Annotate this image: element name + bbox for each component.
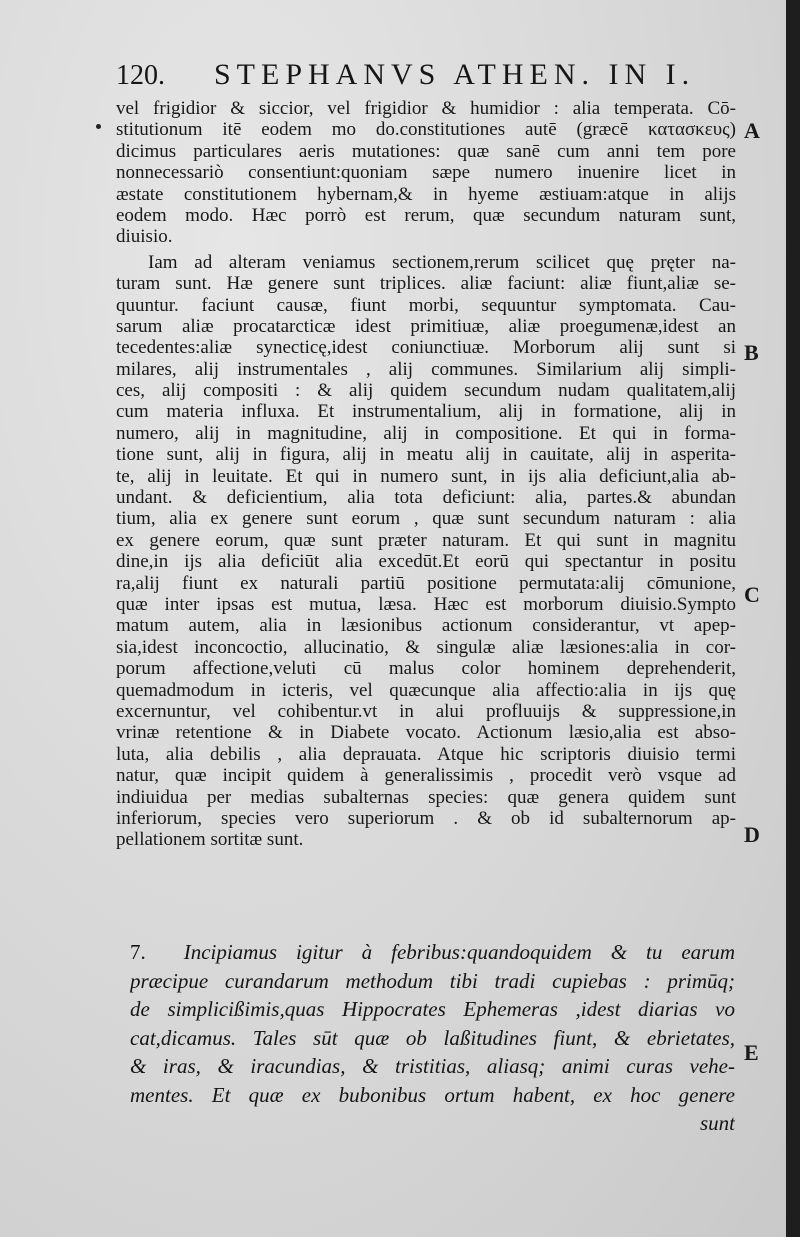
text-line: nonnecessariò consentiunt:quoniam sæpe numero inuenire licet in xyxy=(116,162,736,184)
section-7 xyxy=(130,938,735,1138)
text-line: cat,dicamus. Tales sūt quæ ob laßitudines fiunt, & ebrietates, xyxy=(130,1025,735,1050)
text-line: eodem modo. Hæc porrò est rerum, quæ secundum naturam sunt, xyxy=(116,204,736,226)
section-line-text: Incipiamus igitur à febribus:quandoquidem & tu earum xyxy=(183,940,735,964)
text-line: quuntur. faciunt causæ, fiunt morbi, sequuntur symptomata. Cau- xyxy=(116,294,736,316)
section-number: 7. xyxy=(130,940,146,964)
margin-letter-b: B xyxy=(744,340,759,365)
text-line: ra,alij fiunt ex naturali partiū positione permutata:alij cōmunione, xyxy=(116,572,736,594)
catchword: sunt xyxy=(699,1111,735,1135)
text-line: pellationem sortitæ sunt. xyxy=(116,829,304,851)
text-line: quemadmodum in icteris, vel quæcunque alia affectio:alia in ijs quę xyxy=(116,679,736,701)
text-line: natur, quæ incipit quidem à generalissimis , procedit verò vsque ad xyxy=(116,765,736,787)
text-line: turam sunt. Hæ genere sunt triplices. aliæ faciunt: aliæ fiunt,aliæ se- xyxy=(116,273,736,295)
margin-letter-c: C xyxy=(744,582,760,607)
text-line: vrinæ retentione & in Diabete vocato. Actionum læsio,alia est abso- xyxy=(116,722,736,744)
text-line: dine,in ijs alia deficiūt alia excedūt.Et eorū qui spectantur in positu xyxy=(116,551,736,573)
text-line: ces, alij compositi : & alij quidem secundum nudam qualitatem,alij xyxy=(116,380,736,402)
running-title: STEPHANVS ATHEN. IN I. xyxy=(214,58,696,91)
text-line: cum materia influxa. Et instrumentalium, alij in formatione, alij in xyxy=(116,401,736,423)
text-line: vel frigidior & siccior, vel frigidior & humidior : alia temperata. Cō- xyxy=(116,98,736,119)
text-line: tione sunt, alij in figura, alij in meatu alij in cauitate, alij in asperita- xyxy=(116,444,736,466)
text-line xyxy=(130,938,735,967)
margin-letter-a: A xyxy=(744,118,760,143)
text-line: Iam ad alteram veniamus sectionem,rerum scilicet quę pręter na- xyxy=(148,251,736,273)
page-edge-shadow xyxy=(786,0,800,1237)
margin-letter-e: E xyxy=(744,1040,759,1065)
text-line: de simplicißimis,quas Hippocrates Ephemeras ,idest diarias vo xyxy=(130,997,735,1021)
text-line: ex genere eorum, quæ sunt præter naturam. Et qui sunt in magnitu xyxy=(116,529,736,551)
text-line: tium, alia ex genere sunt eorum , quæ sunt secundum naturam : alia xyxy=(116,508,736,530)
text-line: excernuntur, vel cohibentur.vt in alui profluuijs & suppressione,in xyxy=(116,700,736,722)
text-line: te, alij in leuitate. Et qui in numero sunt, in ijs alia deficiunt,alia ab- xyxy=(116,465,736,487)
paragraph-1 xyxy=(116,98,736,248)
text-line: dicimus particulares aeris mutationes: quæ sanē cum anni tem pore xyxy=(116,140,736,162)
text-line: numero, alij in magnitudine, alij in compositione. Et qui in forma- xyxy=(116,422,736,444)
page-number: 120. xyxy=(116,60,165,91)
text-line: & iras, & iracundias, & tristitias, aliasq; animi curas vehe- xyxy=(130,1054,735,1078)
text-line: luta, alia debilis , alia deprauata. Atque hic scriptoris diuisio termi xyxy=(116,743,736,765)
margin-letter-d: D xyxy=(744,822,760,847)
page-header xyxy=(116,58,736,98)
text-line: sarum aliæ procatarcticæ idest primitiuæ, aliæ proegumenæ,idest an xyxy=(116,315,736,337)
text-line: milares, alij instrumentales , alij communes. Similarium alij simpli- xyxy=(116,358,736,380)
paragraph-2 xyxy=(116,252,736,851)
body-text xyxy=(116,98,736,851)
text-line: matum autem, alia in læsionibus actionum considerantur, vt apep- xyxy=(116,615,736,637)
text-line: mentes. Et quæ ex bubonibus ortum habent, ex hoc genere xyxy=(130,1082,735,1107)
text-line: sia,idest inconcoctio, allucinatio, & singulæ aliæ læsiones:alia in cor- xyxy=(116,636,736,658)
text-line: undant. & deficientium, alia tota deficiunt: alia, partes.& abundan xyxy=(116,487,736,509)
text-line: quæ inter ipsas est mutua, læsa. Hæc est morborum diuisio.Sympto xyxy=(116,593,736,615)
text-line: diuisio. xyxy=(116,226,173,248)
text-line: tecedentes:aliæ synecticę,idest coniunctiuæ. Morborum alij sunt si xyxy=(116,337,736,359)
text-line: inferiorum, species vero superiorum . & ob id subalternorum ap- xyxy=(116,807,736,829)
text-line: stitutionum itē eodem mo do.constitutiones autē (græcē κατασκευς) xyxy=(116,119,736,141)
text-line: præcipue curandarum methodum tibi tradi cupiebas : primūq; xyxy=(130,968,735,993)
text-line: indiuidua per medias subalternas species: quæ genera quidem sunt xyxy=(116,786,736,808)
text-line: porum affectione,veluti cū malus color hominem deprehenderit, xyxy=(116,658,736,680)
margin-dot xyxy=(96,124,101,129)
text-line: æstate constitutionem hybernam,& in hyeme æstiuam:atque in alijs xyxy=(116,183,736,205)
